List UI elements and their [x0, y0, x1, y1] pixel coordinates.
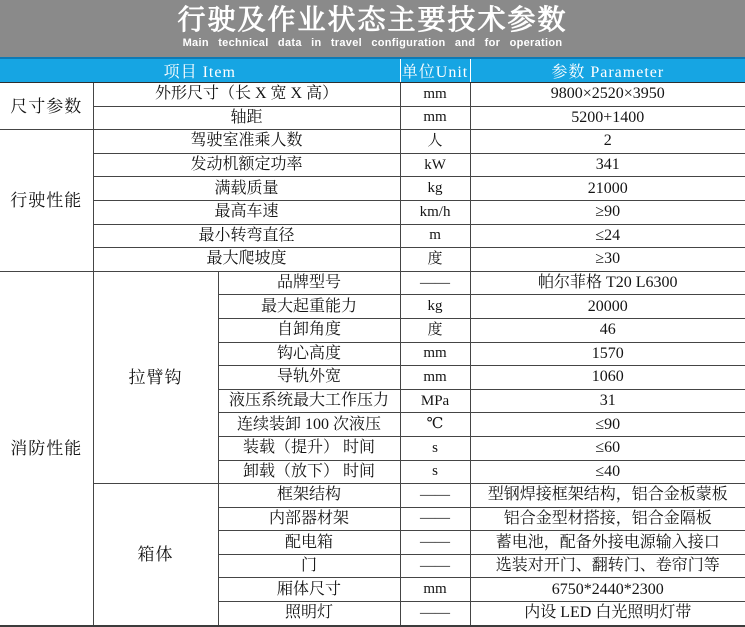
unit-cell: MPa	[400, 389, 470, 413]
unit-cell: ——	[400, 602, 470, 626]
item-cell: 发动机额定功率	[93, 153, 400, 177]
unit-cell: ——	[400, 531, 470, 555]
parameter-cell: 9800×2520×3950	[470, 83, 745, 107]
parameter-cell: 1060	[470, 366, 745, 390]
category-cell: 尺寸参数	[0, 83, 93, 130]
parameter-cell: 5200+1400	[470, 106, 745, 130]
unit-cell: 度	[400, 318, 470, 342]
parameter-cell: ≤60	[470, 436, 745, 460]
item-cell: 最小转弯直径	[93, 224, 400, 248]
parameter-cell: ≥90	[470, 200, 745, 224]
unit-cell: 度	[400, 248, 470, 272]
parameter-cell: 46	[470, 318, 745, 342]
subcategory-cell: 箱体	[93, 484, 218, 626]
unit-cell: s	[400, 436, 470, 460]
table-row	[0, 153, 745, 177]
parameter-cell: 31	[470, 389, 745, 413]
item-cell: 内部器材架	[218, 507, 400, 531]
item-cell: 配电箱	[218, 531, 400, 555]
parameter-cell: 帕尔菲格 T20 L6300	[470, 271, 745, 295]
unit-cell: mm	[400, 83, 470, 107]
item-cell: 厢体尺寸	[218, 578, 400, 602]
parameter-cell: ≥30	[470, 248, 745, 272]
unit-cell: ——	[400, 507, 470, 531]
parameter-cell: 型钢焊接框架结构，铝合金板蒙板	[470, 484, 745, 508]
table-row	[0, 83, 745, 107]
unit-cell: kg	[400, 177, 470, 201]
table-row	[0, 177, 745, 201]
parameter-cell: 内设 LED 白光照明灯带	[470, 602, 745, 626]
table-row	[0, 200, 745, 224]
table-row	[0, 271, 745, 295]
table-row	[0, 248, 745, 272]
unit-cell: ——	[400, 484, 470, 508]
item-cell: 外形尺寸（长 X 宽 X 高）	[93, 83, 400, 107]
title-bar	[0, 0, 745, 57]
table-row	[0, 224, 745, 248]
item-cell: 卸载（放下） 时间	[218, 460, 400, 484]
unit-cell: mm	[400, 578, 470, 602]
column-header-unit: 单位Unit	[400, 58, 470, 83]
column-header-item: 项目 Item	[0, 58, 400, 83]
unit-cell: s	[400, 460, 470, 484]
page-subtitle: Main technical data in travel configuration and for operation	[182, 37, 563, 49]
parameter-cell: 21000	[470, 177, 745, 201]
unit-cell: ——	[400, 271, 470, 295]
item-cell: 自卸角度	[218, 318, 400, 342]
category-cell: 行驶性能	[0, 130, 93, 272]
subcategory-cell: 拉臂钩	[93, 271, 218, 483]
item-cell: 品牌型号	[218, 271, 400, 295]
unit-cell: mm	[400, 106, 470, 130]
item-cell: 门	[218, 554, 400, 578]
column-header-parameter: 参数 Parameter	[470, 58, 745, 83]
item-cell: 钩心高度	[218, 342, 400, 366]
page-title: 行驶及作业状态主要技术参数	[177, 4, 568, 35]
item-cell: 驾驶室准乘人数	[93, 130, 400, 154]
item-cell: 连续装卸 100 次液压	[218, 413, 400, 437]
header-row	[0, 58, 745, 83]
item-cell: 满载质量	[93, 177, 400, 201]
item-cell: 照明灯	[218, 602, 400, 626]
item-cell: 装载（提升） 时间	[218, 436, 400, 460]
parameter-cell: 6750*2440*2300	[470, 578, 745, 602]
item-cell: 液压系统最大工作压力	[218, 389, 400, 413]
table-row	[0, 484, 745, 508]
unit-cell: 人	[400, 130, 470, 154]
item-cell: 最大爬坡度	[93, 248, 400, 272]
unit-cell: ——	[400, 554, 470, 578]
spec-table-head	[0, 58, 745, 83]
unit-cell: kg	[400, 295, 470, 319]
unit-cell: ℃	[400, 413, 470, 437]
parameter-cell: 341	[470, 153, 745, 177]
parameter-cell: 1570	[470, 342, 745, 366]
table-row	[0, 106, 745, 130]
parameter-cell: ≤24	[470, 224, 745, 248]
parameter-cell: 蓄电池，配备外接电源输入接口	[470, 531, 745, 555]
spec-table	[0, 57, 745, 627]
unit-cell: km/h	[400, 200, 470, 224]
table-row	[0, 130, 745, 154]
item-cell: 框架结构	[218, 484, 400, 508]
unit-cell: mm	[400, 366, 470, 390]
category-cell: 消防性能	[0, 271, 93, 625]
spec-table-body	[0, 83, 745, 626]
item-cell: 最高车速	[93, 200, 400, 224]
parameter-cell: 2	[470, 130, 745, 154]
unit-cell: kW	[400, 153, 470, 177]
unit-cell: m	[400, 224, 470, 248]
parameter-cell: 铝合金型材搭接，铝合金隔板	[470, 507, 745, 531]
parameter-cell: ≤90	[470, 413, 745, 437]
parameter-cell: 选装对开门、翻转门、卷帘门等	[470, 554, 745, 578]
item-cell: 最大起重能力	[218, 295, 400, 319]
item-cell: 轴距	[93, 106, 400, 130]
parameter-cell: 20000	[470, 295, 745, 319]
item-cell: 导轨外宽	[218, 366, 400, 390]
unit-cell: mm	[400, 342, 470, 366]
parameter-cell: ≤40	[470, 460, 745, 484]
